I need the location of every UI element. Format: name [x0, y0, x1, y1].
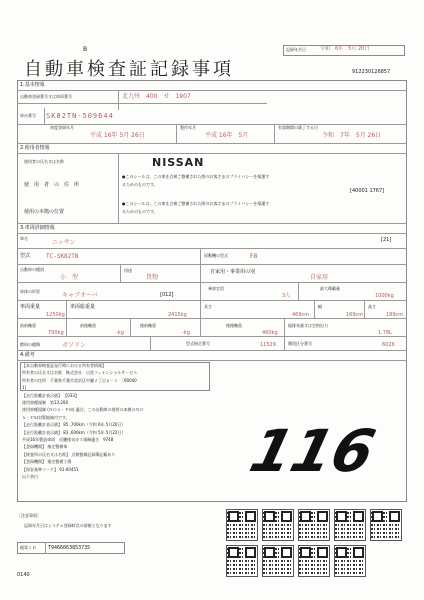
length-label: 長さ [204, 304, 212, 309]
displacement-value: 1.78L [378, 330, 392, 336]
reg-number-value: 北九州 400 せ 1907 [122, 93, 191, 100]
rear-front-axle-label: 後前軸重 [140, 323, 156, 328]
notes-text: 記録年月日はシステム登録時点の情報となります [24, 523, 112, 528]
fuel-value: ガソリン [62, 342, 87, 349]
class-number-label: 類別区分番号 [288, 341, 312, 346]
class-number-value: 6026 [382, 342, 395, 348]
qr-code-8 [298, 545, 330, 577]
qr-code-2 [262, 509, 294, 541]
height-value: 189cm [386, 312, 404, 318]
qr-code-4 [334, 509, 366, 541]
vehicle-type-value: 小 型 [60, 274, 79, 281]
form-id-value: T9466063853735 [48, 545, 91, 551]
model-value: TC-SK82TN [46, 253, 79, 260]
qr-code-3 [298, 509, 330, 541]
qr-code-7 [262, 545, 294, 577]
remark-line: 所有者の氏名又は名称 株式会社 日産フィナンシャルサービス [22, 370, 138, 376]
rear-rear-axle-label: 後後軸重 [226, 323, 242, 328]
max-load-value: 1000kg [375, 293, 394, 299]
capacity-label: 乗車定員 [208, 286, 224, 291]
page-title: 自動車検査証記録事項 [24, 59, 234, 80]
rear-front-axle-value: -kg [182, 330, 190, 336]
notes-heading: ［注意事項］ [17, 513, 41, 518]
seal-logo: NISSAN [152, 156, 205, 169]
remark-line: 【検査所の氏名又は名称】 点検整備記録簿記載あり [22, 451, 116, 457]
fuel-label: 燃料の種類 [20, 342, 40, 347]
user-addr-label: 使 用 者 の 住 所 [24, 182, 80, 188]
certification-label: 型式指定番号 [186, 341, 210, 346]
chassis-label: 車台番号 [20, 113, 36, 118]
remark-line: ｘ・ＰＭ対策地域内です。 [22, 414, 70, 420]
handwritten-number: 116 [243, 417, 382, 485]
remark-line: 【本自動車検査証発行時における所有者情報】 [22, 363, 106, 368]
capacity-value: 3人 [282, 293, 291, 299]
expiry-value: 令和 7年 5月 26日 [322, 132, 382, 139]
reg-number-label: 自動車登録番号又は車両番号 [20, 94, 72, 99]
use-value: 貨物 [146, 274, 159, 281]
width-label: 幅 [318, 304, 322, 309]
front-rear-axle-label: 前後軸重 [80, 323, 96, 328]
remark-line: 【登録機関】 指定整備工場 [22, 459, 72, 465]
first-reg-label: 初度登録年月 [50, 125, 74, 130]
remark-line: 【走行距離計表示値】 【033】 [22, 392, 79, 398]
issue-date-value: 令和 6年 5月 20日 [320, 46, 370, 52]
first-reg-value: 平成 16年 5月 26日 [90, 132, 145, 139]
front-rear-axle-value: -kg [116, 330, 124, 336]
seal-note-1: ●このシールは、この車を点検ご整備された際のお客さまのプライバシーを保護するためのものです。 [122, 174, 270, 187]
remark-line: 1] [22, 385, 27, 391]
use-label: 用途 [124, 268, 132, 273]
section3-heading: 3.車両詳細情報 [20, 225, 55, 231]
body-shape-label: 車体の形状 [20, 289, 40, 294]
gross-weight-value: 2415kg [168, 312, 187, 318]
issue-date-label: 記録年月日 [286, 47, 306, 52]
certification-value: 11529 [260, 342, 276, 348]
section3-code: [21] [381, 237, 392, 243]
qr-code-9 [334, 545, 366, 577]
weight-value: 1250kg [46, 312, 65, 318]
base-location-label: 使用の本拠の位置 [24, 209, 65, 215]
page-number: 0140 [17, 572, 30, 578]
length-value: 469cm [292, 312, 310, 318]
section1-heading: 1.基本情報 [20, 82, 45, 88]
rear-rear-axle-value: 460kg [262, 330, 278, 336]
gross-weight-label: 車両総重量 [70, 304, 96, 310]
model-label: 型式 [20, 253, 31, 259]
b-mark: B [83, 46, 88, 53]
width-value: 169cm [346, 312, 364, 318]
front-front-axle-value: 790kg [48, 330, 64, 336]
front-front-axle-label: 前前軸重 [20, 323, 36, 328]
remark-line: 以下余白 [22, 474, 38, 479]
expiry-label: 有効期間の満了する日 [278, 125, 318, 130]
chassis-value: SK82TN-509644 [46, 112, 114, 120]
displacement-label: 総排気量又は定格出力 [288, 323, 328, 328]
maker-value: ニッサン [52, 239, 76, 246]
weight-label: 車両重量 [20, 304, 41, 310]
body-shape-code: [012] [160, 292, 174, 298]
remark-line: 【保安基準コード】 91-00451 [22, 466, 79, 472]
remark-line: 使用車種規制 第13.200 [22, 400, 68, 405]
engine-value: F8 [250, 253, 258, 260]
seal-note-2: ●このシールは、この車を点検ご整備された際のお客さまのプライバシーを保護するためのものです。 [122, 201, 270, 214]
qr-code-1 [226, 509, 258, 541]
section2-heading: 2.使用者情報 [20, 145, 50, 151]
height-label: 高さ [368, 304, 376, 309]
maker-label: 車名 [20, 236, 28, 241]
user-code: [40001 1767] [350, 188, 385, 194]
mfg-value: 平成 16年 5月 [205, 132, 249, 139]
qr-code-5 [370, 509, 402, 541]
remark-line: 【走行距離計表示値】 83 ,600km（令和 5年 5月22日） [22, 429, 126, 435]
max-load-label: 最大積載量 [320, 286, 340, 291]
section4-heading: 4.備考 [20, 352, 35, 358]
mfg-label: 製作年月 [180, 125, 196, 130]
private-label: 自家用・事業用の別 [210, 269, 256, 275]
private-value: 自家用 [310, 274, 329, 281]
body-shape-value: キャブオーバ [62, 292, 98, 299]
user-name-label: 使用者の氏名又は名称 [24, 159, 64, 164]
form-id-label: 帳票ＩＤ [20, 545, 36, 550]
vehicle-type-label: 自動車の種別 [20, 267, 44, 272]
qr-code-6 [226, 545, 258, 577]
remark-line: 使用車種規制 (ＮＯｘ・ＰＭ) 適合、この自動車の使用の本拠のＮＯ [22, 407, 144, 413]
remark-line: 平成16年製造車両 近畿排気ガス規制適合 9748 [22, 437, 114, 442]
doc-number: 912230126857 [352, 69, 391, 75]
remark-line: 所有者の住所 千葉県千葉市美浜区中瀬２丁目６－１ ［90040 [22, 377, 137, 383]
remark-line: 【登録機関】 指定整備車 [22, 444, 68, 450]
remark-line: 【走行距離計表示値】 85 ,700km（令和 6年 5月20日） [22, 422, 126, 428]
engine-label: 原動機の型式 [204, 253, 228, 258]
